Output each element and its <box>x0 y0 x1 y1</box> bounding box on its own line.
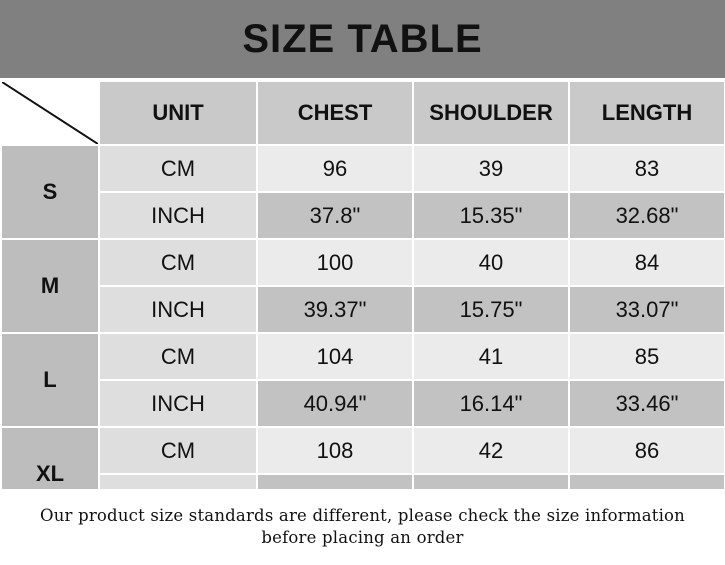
cell-length: 83 <box>569 145 725 192</box>
size-label-s: S <box>1 145 99 239</box>
cell-chest: 40.94" <box>257 380 413 427</box>
cell-length: 84 <box>569 239 725 286</box>
cell-shoulder: 15.35" <box>413 192 569 239</box>
corner-cell <box>1 81 99 145</box>
cell-length: 33.07" <box>569 286 725 333</box>
title-bar <box>0 0 725 80</box>
table-row <box>1 145 725 192</box>
size-label-l: L <box>1 333 99 427</box>
unit-label: INCH <box>99 286 257 333</box>
table-header-row <box>1 81 725 145</box>
unit-label: INCH <box>99 192 257 239</box>
cell-shoulder: 42 <box>413 427 569 474</box>
unit-label: CM <box>99 239 257 286</box>
cell-shoulder: 41 <box>413 333 569 380</box>
unit-label: CM <box>99 333 257 380</box>
cell-length: 32.68" <box>569 192 725 239</box>
column-header-length: LENGTH <box>569 81 725 145</box>
size-label-m: M <box>1 239 99 333</box>
column-header-chest: CHEST <box>257 81 413 145</box>
cell-shoulder: 15.75" <box>413 286 569 333</box>
table-row <box>1 192 725 239</box>
table-row <box>1 427 725 474</box>
cell-shoulder: 39 <box>413 145 569 192</box>
cell-length: 85 <box>569 333 725 380</box>
table-row <box>1 333 725 380</box>
column-header-unit: UNIT <box>99 81 257 145</box>
footer-note <box>0 489 725 565</box>
cell-chest: 37.8" <box>257 192 413 239</box>
cell-length: 33.46" <box>569 380 725 427</box>
footer-line-1: Our product size standards are different, please check the size information <box>39 505 686 525</box>
table-row <box>1 286 725 333</box>
unit-label: INCH <box>99 380 257 427</box>
page-title: SIZE TABLE <box>242 16 483 61</box>
table-row <box>1 380 725 427</box>
cell-length: 86 <box>569 427 725 474</box>
column-header-shoulder: SHOULDER <box>413 81 569 145</box>
size-table <box>0 80 725 522</box>
table-row <box>1 239 725 286</box>
unit-label: CM <box>99 145 257 192</box>
cell-chest: 104 <box>257 333 413 380</box>
cell-chest: 96 <box>257 145 413 192</box>
footer-line-2: before placing an order <box>261 528 464 547</box>
cell-chest: 100 <box>257 239 413 286</box>
cell-shoulder: 16.14" <box>413 380 569 427</box>
diagonal-divider-icon <box>2 82 98 144</box>
cell-chest: 108 <box>257 427 413 474</box>
unit-label: CM <box>99 427 257 474</box>
cell-shoulder: 40 <box>413 239 569 286</box>
cell-chest: 39.37" <box>257 286 413 333</box>
size-label-xl: XL <box>1 427 99 521</box>
